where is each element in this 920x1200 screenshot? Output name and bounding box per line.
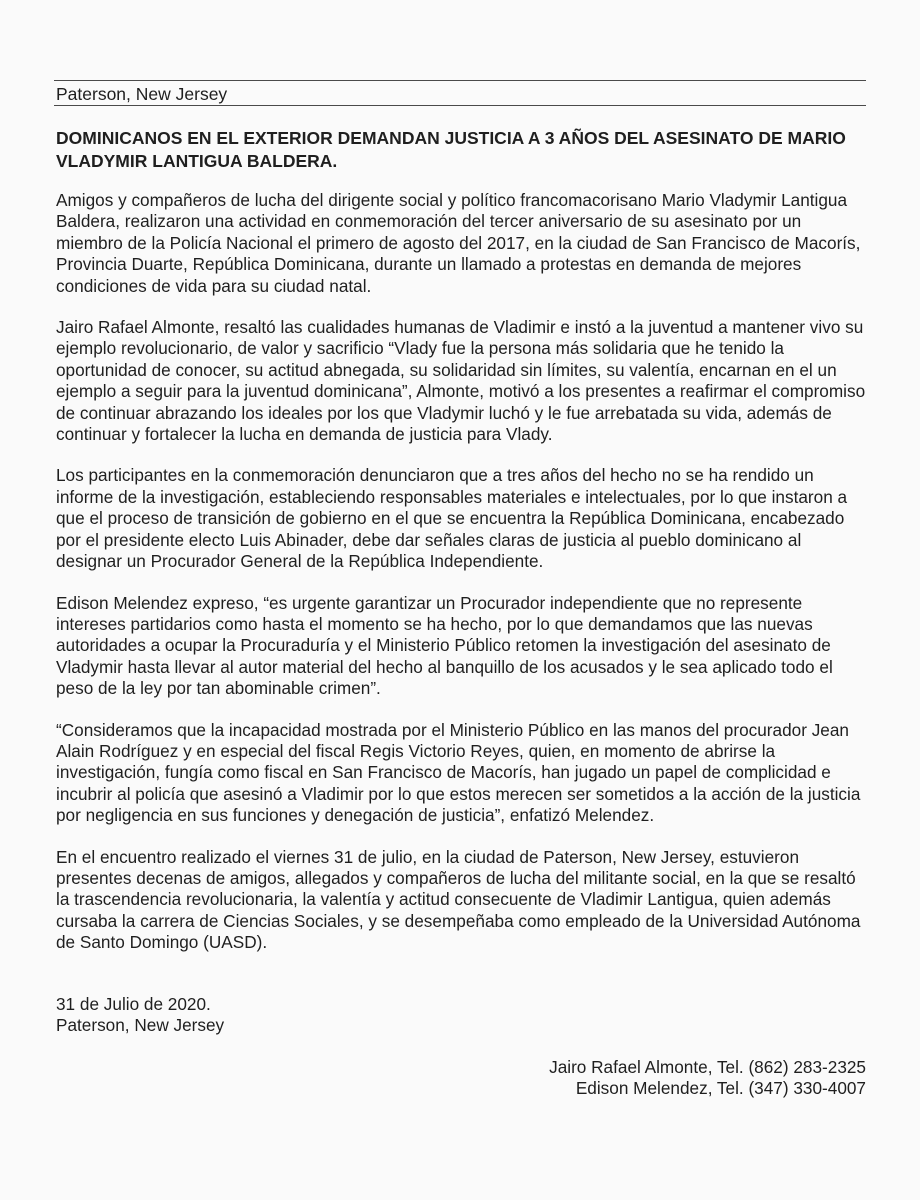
document-title: DOMINICANOS EN EL EXTERIOR DEMANDAN JUSTICIA A 3 AÑOS DEL ASESINATO DE MARIO VLADYMIR LANTIGUA BALDERA. (56, 128, 846, 171)
header-location: Paterson, New Jersey (56, 84, 228, 104)
signature-almonte: Jairo Rafael Almonte, Tel. (862) 283-2325 (549, 1057, 866, 1077)
document-body (56, 190, 868, 974)
paragraph-4: Edison Melendez expreso, “es urgente garantizar un Procurador independiente que no represente intereses partidarios como hasta el momento se ha hecho, por lo que demandamos que las nuevas autoridades a ocupar la Procuraduría y el Ministerio Público retomen la investigación del asesinato de Vladymir hasta llevar al autor material del hecho al banquillo de los acusados y le sea aplicado todo el peso de la ley por tan abominable crimen”. (56, 592, 833, 699)
paragraph-6: En el encuentro realizado el viernes 31 de julio, en la ciudad de Paterson, New Jersey, estuvieron presentes decenas de amigos, allegados y compañeros de lucha del militante social, en la que se resaltó la trascendencia revolucionaria, la valentía y actitud consecuente de Vladimir Lantigua, quien además cursaba la carrera de Ciencias Sociales, y se desempeñaba como empleado de la Universidad Autónoma de Santo Domingo (UASD). (56, 846, 861, 953)
signature-melendez: Edison Melendez, Tel. (347) 330-4007 (575, 1078, 866, 1099)
closing-date: 31 de Julio de 2020. (56, 994, 211, 1014)
paragraph-2: Jairo Rafael Almonte, resaltó las cualidades humanas de Vladimir e instó a la juventud a mantener vivo su ejemplo revolucionario, de valor y sacrificio “Vlady fue la persona más solidaria que he tenido la oportunidad de conocer, su actitud abnegada, su solidaridad sin límites, su valentía, encarnan en el un ejemplo a seguir para la juventud dominicana”, Almonte, motivó a los presentes a reafirmar el compromiso de continuar abrazando los ideales por los que Vladymir luchó y le fue arrebatada su vida, además de continuar y fortalecer la lucha en demanda de justicia para Vlady. (56, 317, 866, 445)
header-top-rule (54, 80, 866, 81)
header-bottom-rule (54, 105, 866, 106)
closing-block (56, 994, 224, 1037)
signature-block (549, 1057, 866, 1100)
paragraph-3: Los participantes en la conmemoración denunciaron que a tres años del hecho no se ha rendido un informe de la investigación, estableciendo responsables materiales e intelectuales, por lo que instaron a que el proceso de transición de gobierno en el que se encuentra la República Dominicana, encabezado por el presidente electo Luis Abinader, debe dar señales claras de justicia al pueblo dominicano al designar un Procurador General de la República Independiente. (56, 465, 848, 572)
closing-place: Paterson, New Jersey (56, 1015, 225, 1036)
paragraph-1: Amigos y compañeros de lucha del dirigente social y político francomacorisano Mario Vladymir Lantigua Baldera, realizaron una actividad en conmemoración del tercer aniversario de su asesinato por un miembro de la Policía Nacional el primero de agosto del 2017, en la ciudad de San Francisco de Macorís, Provincia Duarte, República Dominicana, durante un llamado a protestas en demanda de mejores condiciones de vida para su ciudad natal. (56, 190, 861, 296)
paragraph-5: “Consideramos que la incapacidad mostrada por el Ministerio Público en las manos del procurador Jean Alain Rodríguez y en especial del fiscal Regis Victorio Reyes, quien, en momento de abrirse la investigación, fungía como fiscal en San Francisco de Macorís, han jugado un papel de complicidad e incubrir al policía que asesinó a Vladimir por lo que estos merecen ser sometidos a la acción de la justicia por negligencia en sus funciones y denegación de justicia”, enfatizó Melendez. (56, 719, 861, 826)
